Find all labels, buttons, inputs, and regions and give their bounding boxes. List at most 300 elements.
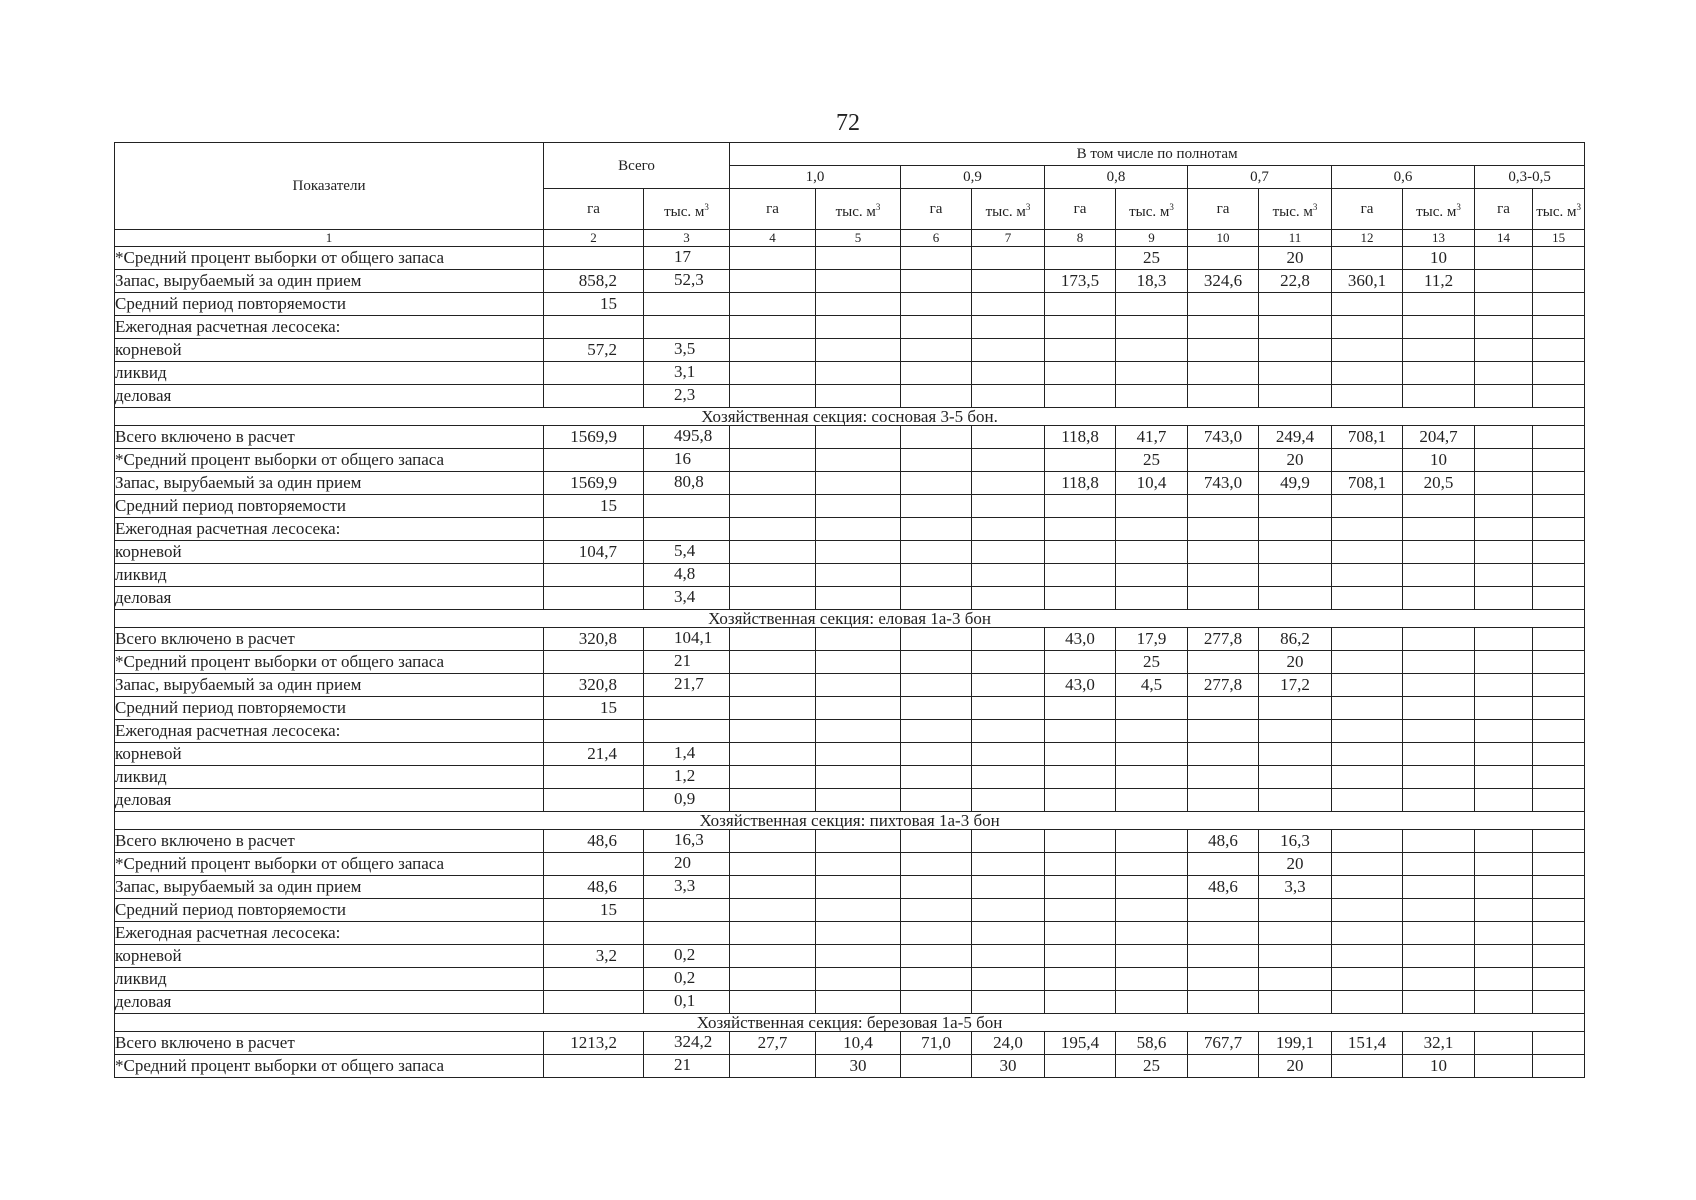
table-cell: 21,4 <box>544 743 644 766</box>
table-cell <box>1045 922 1116 945</box>
table-cell: 15 <box>544 293 644 316</box>
table-cell <box>730 991 816 1014</box>
table-cell <box>1475 1032 1533 1055</box>
table-cell <box>1403 945 1475 968</box>
table-cell: 48,6 <box>1188 876 1259 899</box>
table-cell <box>1533 472 1585 495</box>
header-unit-m3 <box>1259 189 1332 230</box>
table-cell <box>1533 876 1585 899</box>
table-cell <box>1259 518 1332 541</box>
table-cell <box>1533 293 1585 316</box>
table-cell <box>1045 449 1116 472</box>
table-cell: 86,2 <box>1259 628 1332 651</box>
table-cell <box>1116 587 1188 610</box>
table-cell: 2,3 <box>644 385 730 408</box>
table-cell <box>1475 449 1533 472</box>
table-cell <box>730 385 816 408</box>
row-label: Запас, вырубаемый за один прием <box>115 674 544 697</box>
table-cell: 58,6 <box>1116 1032 1188 1055</box>
table-cell <box>1045 853 1116 876</box>
table-cell: 21,7 <box>644 674 730 697</box>
table-cell <box>1116 339 1188 362</box>
table-cell <box>816 472 901 495</box>
table-cell <box>816 766 901 789</box>
header-density: 0,6 <box>1332 166 1475 189</box>
table-cell <box>1332 339 1403 362</box>
table-cell <box>1403 766 1475 789</box>
column-number: 12 <box>1332 230 1403 247</box>
table-cell <box>816 697 901 720</box>
table-cell <box>730 697 816 720</box>
table-cell <box>1533 697 1585 720</box>
table-cell <box>972 830 1045 853</box>
table-cell: 11,2 <box>1403 270 1475 293</box>
table-cell <box>1403 293 1475 316</box>
table-cell <box>1116 899 1188 922</box>
table-cell: 0,2 <box>644 945 730 968</box>
table-cell <box>1116 876 1188 899</box>
header-unit-m3 <box>816 189 901 230</box>
table-cell <box>972 564 1045 587</box>
table-cell <box>1332 899 1403 922</box>
table-cell <box>972 899 1045 922</box>
table-cell <box>1045 385 1116 408</box>
table-cell <box>1533 968 1585 991</box>
table-cell <box>544 720 644 743</box>
table-cell <box>1475 247 1533 270</box>
table-cell <box>901 766 972 789</box>
table-cell <box>816 899 901 922</box>
table-cell <box>730 587 816 610</box>
table-cell: 4,8 <box>644 564 730 587</box>
table-cell <box>901 830 972 853</box>
table-cell <box>644 720 730 743</box>
table-cell <box>1045 316 1116 339</box>
table-cell <box>730 316 816 339</box>
table-cell <box>730 922 816 945</box>
table-cell: 48,6 <box>1188 830 1259 853</box>
table-cell <box>1533 720 1585 743</box>
row-label: ликвид <box>115 564 544 587</box>
table-cell <box>1259 385 1332 408</box>
table-cell <box>816 316 901 339</box>
table-cell: 20 <box>1259 853 1332 876</box>
table-cell <box>1475 830 1533 853</box>
table-cell <box>1045 339 1116 362</box>
table-cell <box>901 587 972 610</box>
table-cell: 767,7 <box>1188 1032 1259 1055</box>
table-cell <box>1116 316 1188 339</box>
table-cell <box>1475 945 1533 968</box>
table-cell <box>1533 1055 1585 1078</box>
table-cell <box>901 518 972 541</box>
section-header-row <box>115 1014 1585 1032</box>
table-cell <box>1403 495 1475 518</box>
table-cell <box>1332 876 1403 899</box>
table-cell <box>901 362 972 385</box>
table-cell: 20 <box>644 853 730 876</box>
table-cell <box>1045 1055 1116 1078</box>
table-cell <box>730 449 816 472</box>
table-row <box>115 789 1585 812</box>
table-cell <box>816 720 901 743</box>
table-cell <box>730 472 816 495</box>
column-number: 8 <box>1045 230 1116 247</box>
table-cell <box>1332 564 1403 587</box>
table-row <box>115 339 1585 362</box>
table-cell: 16 <box>644 449 730 472</box>
unit-text: тыс. м <box>1272 203 1313 220</box>
row-label: ликвид <box>115 362 544 385</box>
section-header-row <box>115 408 1585 426</box>
unit-superscript: 3 <box>1025 201 1031 212</box>
row-label: корневой <box>115 541 544 564</box>
table-cell <box>816 628 901 651</box>
table-cell <box>901 449 972 472</box>
table-cell <box>901 945 972 968</box>
table-cell <box>1188 720 1259 743</box>
unit-text: тыс. м <box>985 203 1026 220</box>
row-label: корневой <box>115 945 544 968</box>
table-cell <box>1188 968 1259 991</box>
table-cell <box>1259 587 1332 610</box>
table-cell <box>1259 495 1332 518</box>
table-cell <box>1475 426 1533 449</box>
table-cell: 15 <box>544 697 644 720</box>
header-unit-m3 <box>1533 189 1585 230</box>
table-cell <box>901 876 972 899</box>
table-cell: 3,5 <box>644 339 730 362</box>
table-cell <box>816 385 901 408</box>
table-cell <box>816 830 901 853</box>
table-cell <box>1533 247 1585 270</box>
row-label: корневой <box>115 339 544 362</box>
table-cell: 32,1 <box>1403 1032 1475 1055</box>
table-cell <box>1332 922 1403 945</box>
table-cell: 10 <box>1403 1055 1475 1078</box>
table-cell: 3,4 <box>644 587 730 610</box>
table-cell <box>1332 518 1403 541</box>
table-cell <box>1045 945 1116 968</box>
table-cell: 16,3 <box>1259 830 1332 853</box>
section-title: Хозяйственная секция: еловая 1а-3 бон <box>115 610 1585 628</box>
table-cell: 49,9 <box>1259 472 1332 495</box>
table-cell <box>816 449 901 472</box>
table-cell <box>1533 270 1585 293</box>
table-cell <box>972 339 1045 362</box>
table-cell <box>730 628 816 651</box>
header-unit-ha: га <box>1188 189 1259 230</box>
header-unit-ha: га <box>901 189 972 230</box>
table-row <box>115 651 1585 674</box>
table-cell <box>1403 697 1475 720</box>
table-cell: 43,0 <box>1045 674 1116 697</box>
table-cell <box>1475 495 1533 518</box>
column-number: 3 <box>644 230 730 247</box>
table-cell: 360,1 <box>1332 270 1403 293</box>
row-label: Всего включено в расчет <box>115 830 544 853</box>
table-cell: 10,4 <box>1116 472 1188 495</box>
table-cell <box>1188 766 1259 789</box>
table-cell <box>644 697 730 720</box>
table-cell <box>1259 293 1332 316</box>
table-cell <box>1259 743 1332 766</box>
table-cell <box>544 968 644 991</box>
table-cell: 41,7 <box>1116 426 1188 449</box>
table-row <box>115 922 1585 945</box>
table-cell <box>816 674 901 697</box>
table-row <box>115 587 1585 610</box>
unit-superscript: 3 <box>1576 201 1581 212</box>
table-cell <box>972 628 1045 651</box>
table-cell: 18,3 <box>1116 270 1188 293</box>
table-cell <box>1332 316 1403 339</box>
table-cell <box>1403 853 1475 876</box>
table-cell <box>544 362 644 385</box>
header-unit-m3 <box>1116 189 1188 230</box>
table-cell: 48,6 <box>544 876 644 899</box>
table-cell: 48,6 <box>544 830 644 853</box>
table-cell <box>1116 385 1188 408</box>
table-cell <box>1188 853 1259 876</box>
column-number: 7 <box>972 230 1045 247</box>
table-cell <box>1533 830 1585 853</box>
table-cell <box>1259 922 1332 945</box>
table-cell <box>1475 362 1533 385</box>
table-cell <box>1045 991 1116 1014</box>
table-cell <box>544 564 644 587</box>
table-cell <box>1188 991 1259 1014</box>
table-cell: 3,3 <box>644 876 730 899</box>
table-cell <box>730 564 816 587</box>
table-row <box>115 720 1585 743</box>
table-cell <box>816 876 901 899</box>
header-by-density: В том числе по полнотам <box>730 143 1585 166</box>
table-cell: 20,5 <box>1403 472 1475 495</box>
table-cell <box>816 853 901 876</box>
section-header-row <box>115 812 1585 830</box>
table-cell <box>972 270 1045 293</box>
table-cell: 25 <box>1116 247 1188 270</box>
row-label: *Средний процент выборки от общего запаса <box>115 247 544 270</box>
table-cell <box>1533 743 1585 766</box>
table-cell <box>730 899 816 922</box>
table-row <box>115 743 1585 766</box>
table-cell <box>816 426 901 449</box>
table-cell: 21 <box>644 1055 730 1078</box>
table-cell <box>1045 789 1116 812</box>
table-cell <box>1332 766 1403 789</box>
table-cell <box>816 518 901 541</box>
table-cell <box>972 518 1045 541</box>
table-row <box>115 628 1585 651</box>
table-cell <box>1403 628 1475 651</box>
table-cell: 118,8 <box>1045 426 1116 449</box>
table-row <box>115 564 1585 587</box>
table-row <box>115 449 1585 472</box>
column-number: 10 <box>1188 230 1259 247</box>
table-cell <box>972 945 1045 968</box>
header-density: 0,3-0,5 <box>1475 166 1585 189</box>
table-cell <box>730 293 816 316</box>
table-cell <box>1045 293 1116 316</box>
table-cell <box>972 789 1045 812</box>
table-cell <box>901 247 972 270</box>
table-cell <box>730 362 816 385</box>
table-cell: 52,3 <box>644 270 730 293</box>
table-cell <box>1332 720 1403 743</box>
table-cell <box>1116 541 1188 564</box>
table-cell <box>1533 899 1585 922</box>
table-cell <box>1259 945 1332 968</box>
table-row <box>115 495 1585 518</box>
table-cell <box>972 697 1045 720</box>
table-cell <box>730 766 816 789</box>
table-cell <box>1116 766 1188 789</box>
table-cell <box>901 426 972 449</box>
table-cell <box>1116 945 1188 968</box>
table-row <box>115 426 1585 449</box>
table-cell <box>730 830 816 853</box>
table-cell <box>1116 968 1188 991</box>
table-cell <box>1116 564 1188 587</box>
table-cell <box>1475 316 1533 339</box>
table-cell <box>1403 518 1475 541</box>
table-cell <box>730 495 816 518</box>
table-cell <box>901 743 972 766</box>
table-cell <box>1259 899 1332 922</box>
table-cell <box>901 628 972 651</box>
row-label: Ежегодная расчетная лесосека: <box>115 720 544 743</box>
table-cell <box>1259 362 1332 385</box>
table-cell <box>816 789 901 812</box>
table-cell <box>1188 899 1259 922</box>
table-cell <box>1403 541 1475 564</box>
table-cell <box>816 293 901 316</box>
table-cell: 10 <box>1403 449 1475 472</box>
table-cell <box>1045 651 1116 674</box>
table-cell <box>816 247 901 270</box>
table-cell <box>1332 541 1403 564</box>
table-cell <box>730 743 816 766</box>
row-label: ликвид <box>115 766 544 789</box>
table-row <box>115 247 1585 270</box>
table-cell: 15 <box>544 495 644 518</box>
table-cell <box>544 991 644 1014</box>
table-cell <box>816 564 901 587</box>
table-cell <box>644 899 730 922</box>
table-cell <box>1045 247 1116 270</box>
table-cell <box>1116 495 1188 518</box>
table-cell <box>730 674 816 697</box>
table-cell: 495,8 <box>644 426 730 449</box>
table-cell: 708,1 <box>1332 426 1403 449</box>
table-cell <box>644 316 730 339</box>
table-cell <box>816 587 901 610</box>
column-number: 2 <box>544 230 644 247</box>
table-row <box>115 899 1585 922</box>
table-cell: 1569,9 <box>544 472 644 495</box>
table-cell <box>901 564 972 587</box>
table-cell <box>1188 339 1259 362</box>
table-cell <box>1332 628 1403 651</box>
table-cell <box>1188 495 1259 518</box>
table-cell <box>1403 720 1475 743</box>
table-cell <box>1533 587 1585 610</box>
table-cell <box>816 922 901 945</box>
table-cell <box>730 720 816 743</box>
row-label: Средний период повторяемости <box>115 495 544 518</box>
table-row <box>115 830 1585 853</box>
table-cell <box>816 270 901 293</box>
table-row <box>115 1055 1585 1078</box>
table-cell: 15 <box>544 899 644 922</box>
table-cell <box>1045 518 1116 541</box>
unit-text: тыс. м <box>1536 203 1577 220</box>
column-number: 15 <box>1533 230 1585 247</box>
table-cell <box>730 968 816 991</box>
table-cell <box>1403 991 1475 1014</box>
table-cell <box>1045 541 1116 564</box>
table-cell <box>901 968 972 991</box>
table-cell: 104,1 <box>644 628 730 651</box>
table-cell: 173,5 <box>1045 270 1116 293</box>
table-cell <box>1533 922 1585 945</box>
table-cell: 858,2 <box>544 270 644 293</box>
row-label: Ежегодная расчетная лесосека: <box>115 518 544 541</box>
table-cell <box>1475 628 1533 651</box>
table-cell <box>1403 674 1475 697</box>
table-cell <box>1116 991 1188 1014</box>
table-cell <box>1533 518 1585 541</box>
table-cell <box>901 651 972 674</box>
table-row <box>115 945 1585 968</box>
table-cell <box>1533 991 1585 1014</box>
table-row <box>115 876 1585 899</box>
table-cell <box>1533 449 1585 472</box>
table-cell <box>972 853 1045 876</box>
row-label: Средний период повторяемости <box>115 293 544 316</box>
table-cell <box>972 472 1045 495</box>
table-cell <box>730 426 816 449</box>
table-cell <box>544 518 644 541</box>
table-cell: 320,8 <box>544 628 644 651</box>
table-cell: 743,0 <box>1188 426 1259 449</box>
column-number: 14 <box>1475 230 1533 247</box>
table-cell <box>1533 766 1585 789</box>
table-cell <box>1475 587 1533 610</box>
row-label: Ежегодная расчетная лесосека: <box>115 922 544 945</box>
table-cell <box>972 968 1045 991</box>
table-cell: 17,2 <box>1259 674 1332 697</box>
section-title: Хозяйственная секция: сосновая 3-5 бон. <box>115 408 1585 426</box>
table-cell <box>972 587 1045 610</box>
table-cell <box>1045 899 1116 922</box>
table-cell <box>1259 564 1332 587</box>
table-cell: 71,0 <box>901 1032 972 1055</box>
header-unit-ha: га <box>1332 189 1403 230</box>
table-row <box>115 991 1585 1014</box>
header-unit-ha: га <box>1475 189 1533 230</box>
header-unit-ha: га <box>730 189 816 230</box>
table-cell <box>1475 697 1533 720</box>
table-cell <box>1475 1055 1533 1078</box>
table-cell <box>644 293 730 316</box>
table-cell <box>1188 789 1259 812</box>
table-cell <box>1188 1055 1259 1078</box>
row-label: *Средний процент выборки от общего запаса <box>115 1055 544 1078</box>
table-cell <box>544 587 644 610</box>
